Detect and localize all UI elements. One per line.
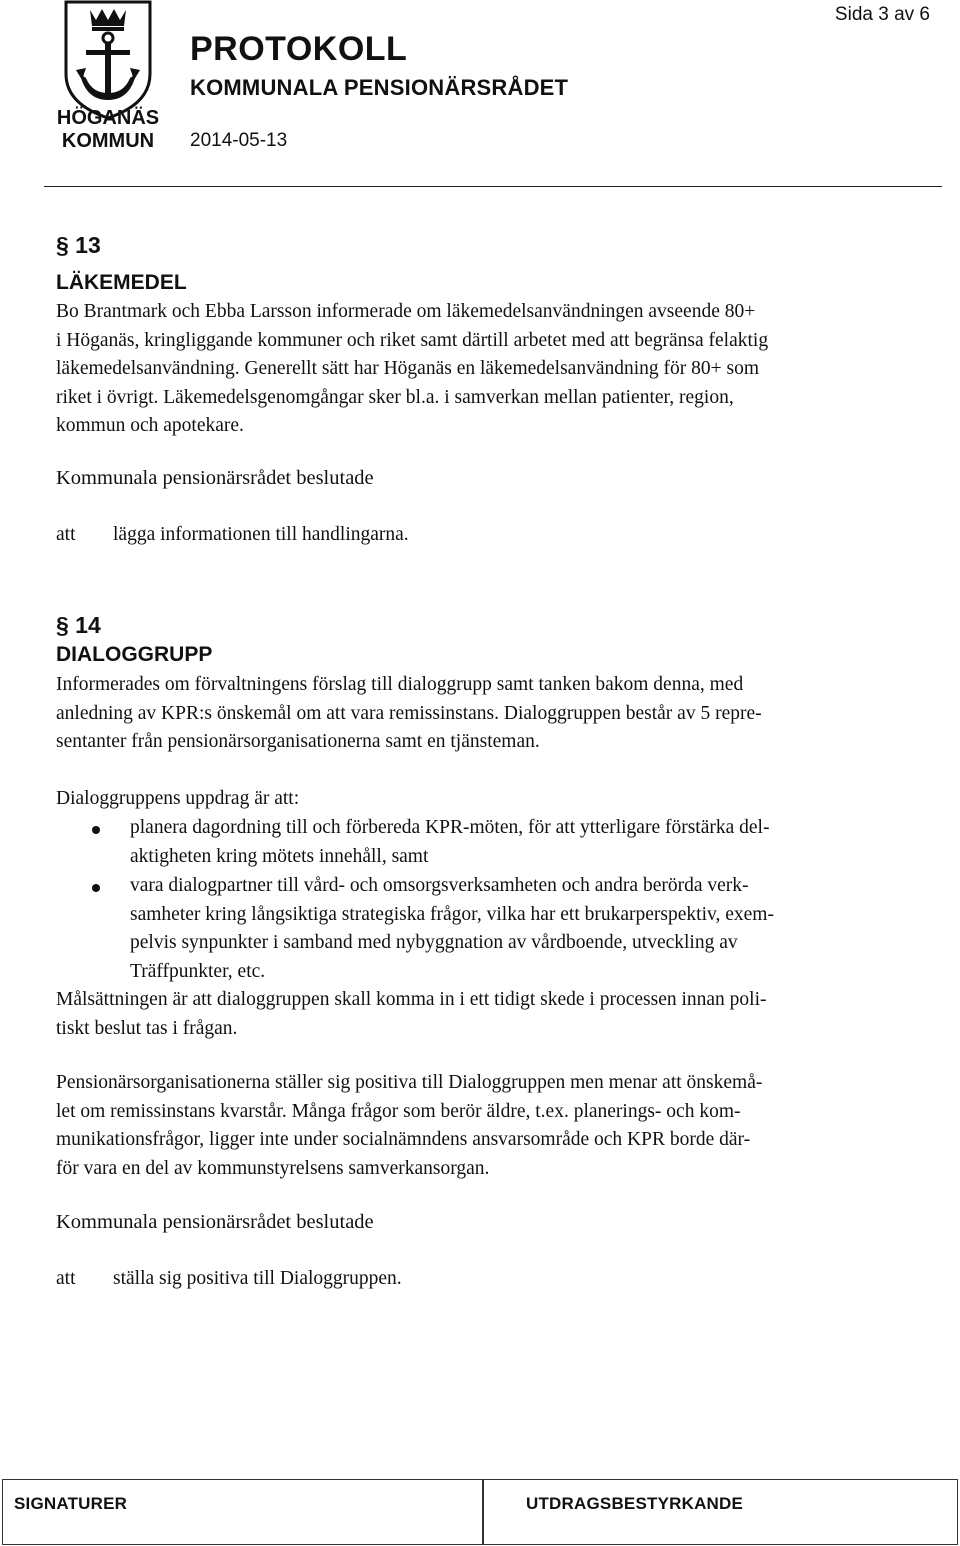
section-13-decision-heading: Kommunala pensionärsrådet beslutade bbox=[56, 467, 374, 489]
section-14-paragraph bbox=[56, 671, 936, 757]
section-14-heading: § 14 bbox=[56, 612, 101, 638]
paragraph-line: Informerades om förvaltningens förslag till dialoggrupp samt tanken bakom denna, med bbox=[56, 674, 744, 695]
paragraph-line: riket i övrigt. Läkemedelsgenomgångar sker bl.a. i samverkan mellan patienter, region, bbox=[56, 386, 734, 408]
section-14-decision-att: att bbox=[56, 1268, 76, 1289]
hoganas-kommun-logo bbox=[52, 0, 164, 152]
paragraph-line: läkemedelsanvändning. Generellt sätt har Höganäs en läkemedelsanvändning för 80+ som bbox=[56, 358, 760, 380]
bullet-item: planera dagordning till och förbereda KPR-möten, för att ytterligare förstärka del- aktigheten kring mötets innehåll, samt bbox=[130, 817, 770, 867]
bullet-icon bbox=[92, 826, 100, 834]
logo-text-hoganas: HÖGANÄS bbox=[56, 107, 160, 129]
signatures-label: SIGNATURER bbox=[14, 1494, 128, 1513]
paragraph-line: sentanter från pensionärsorganisationerna samt en tjänsteman. bbox=[56, 731, 540, 753]
assignment-intro: Dialoggruppens uppdrag är att: bbox=[56, 788, 300, 809]
header-divider bbox=[44, 186, 942, 187]
organisations-paragraph: Pensionärsorganisationerna ställer sig positiva till Dialoggruppen men menar att önskemå- let om remissinstans kvarstår. Många frågor som berör äldre, t.ex. planerings- och kom- munikationsfrågor, ligger inte under socialnämndens ansvarsområde och KPR borde där- för vara en del av kommunstyrelsens samverkansorgan. bbox=[56, 1072, 763, 1179]
section-13-decision-text: lägga informationen till handlingarna. bbox=[113, 524, 409, 545]
section-13-decision-att: att bbox=[56, 524, 76, 545]
bullet-icon bbox=[92, 884, 100, 892]
section-14-decision-text: ställa sig positiva till Dialoggruppen. bbox=[113, 1268, 402, 1289]
section-13-heading: § 13 bbox=[56, 232, 101, 258]
goal-paragraph: Målsättningen är att dialoggruppen skall komma in i ett tidigt skede i processen innan poli- tiskt beslut tas i frågan. bbox=[56, 989, 767, 1039]
anchor-crown-shield-icon bbox=[66, 2, 150, 118]
section-13-title: LÄKEMEDEL bbox=[56, 271, 187, 294]
paragraph-line: kommun och apotekare. bbox=[56, 415, 244, 437]
section-14-decision-heading: Kommunala pensionärsrådet beslutade bbox=[56, 1211, 374, 1233]
document-subtitle: KOMMUNALA PENSIONÄRSRÅDET bbox=[190, 75, 569, 100]
logo-text-kommun: KOMMUN bbox=[61, 130, 155, 152]
document-title: PROTOKOLL bbox=[190, 30, 408, 68]
section-13-paragraph bbox=[56, 298, 936, 441]
paragraph-line: Bo Brantmark och Ebba Larsson informerade om läkemedelsanvändningen avseende 80+ bbox=[56, 301, 756, 322]
page-number: Sida 3 av 6 bbox=[834, 4, 930, 25]
paragraph-line: anledning av KPR:s önskemål om att vara remissinstans. Dialoggruppen består av 5 repre- bbox=[56, 702, 762, 724]
paragraph-line: i Höganäs, kringliggande kommuner och riket samt därtill arbetet med att begränsa felaktig bbox=[56, 329, 769, 351]
section-14-title: DIALOGGRUPP bbox=[56, 643, 213, 666]
document-date: 2014-05-13 bbox=[190, 130, 288, 151]
certification-label: UTDRAGSBESTYRKANDE bbox=[526, 1494, 744, 1513]
bullet-item: vara dialogpartner till vård- och omsorgsverksamheten och andra berörda verk- samheter kring långsiktiga strategiska frågor, vilka har ett brukarperspektiv, exem- pelvis synpunkter i samband med nybyggnation av vårdboende, utveckling av Träffpunkter, etc. bbox=[130, 875, 774, 982]
